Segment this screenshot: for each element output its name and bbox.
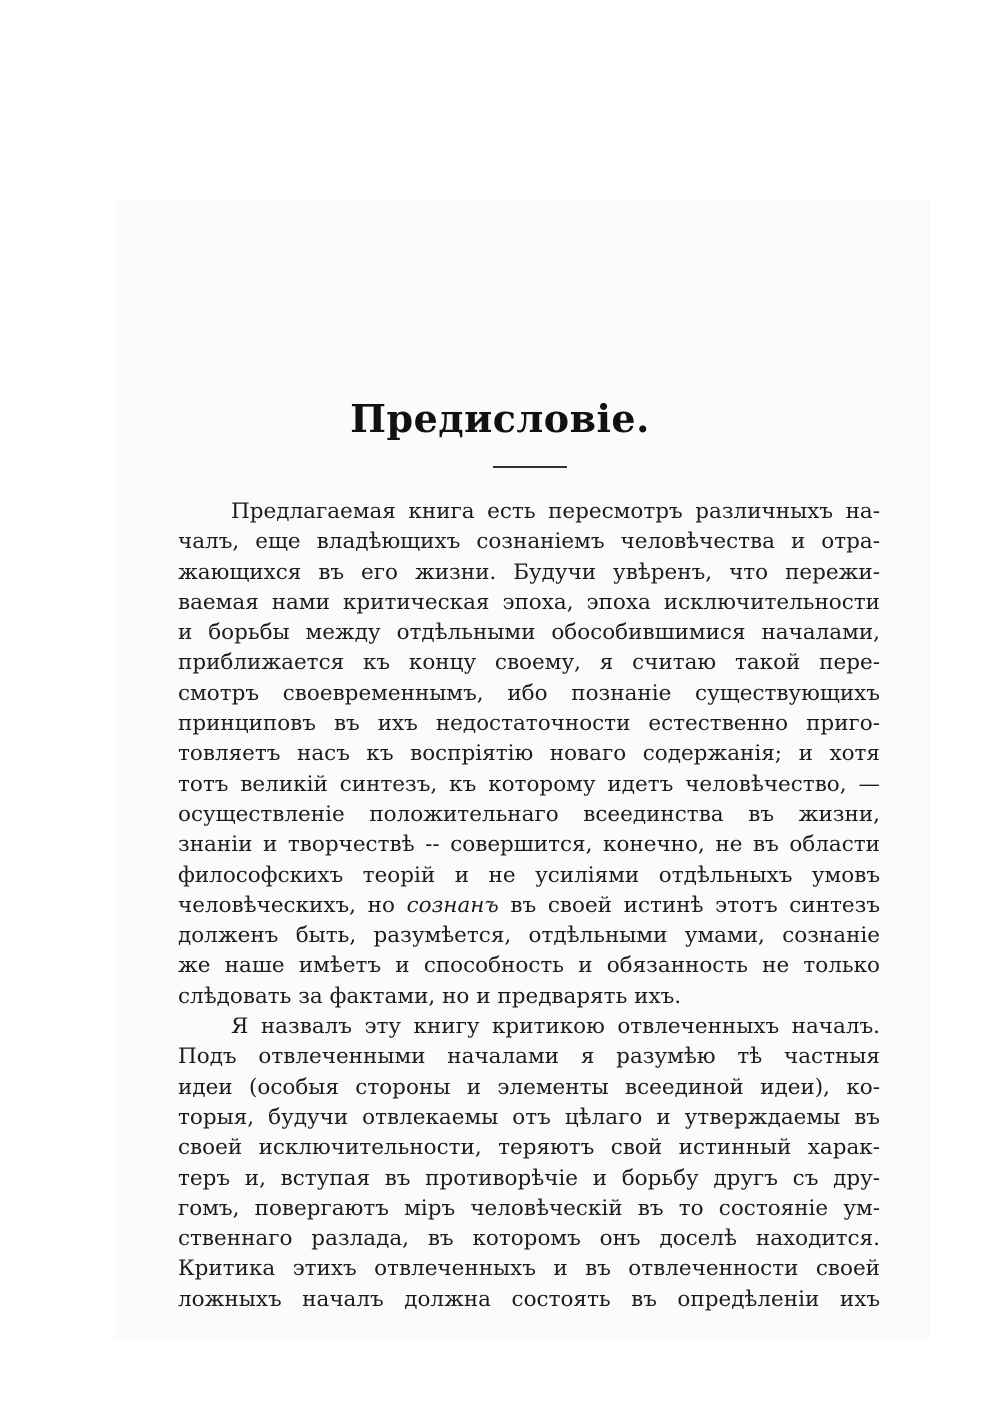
text-line: смотръ своевременнымъ, ибо познаніе существующихъ — [178, 680, 880, 706]
text-line: чалъ, еще владѣющихъ сознаніемъ человѣчества и отра- — [178, 529, 880, 555]
text-line: ложныхъ началъ должна состоять въ опредѣленіи ихъ — [178, 1286, 880, 1312]
text-line: своей исключительности, теряютъ свой истинный харак- — [178, 1135, 880, 1161]
text-line: Я назвалъ эту книгу критикою отвлеченныхъ началъ. — [231, 1014, 880, 1040]
text-segment: человѣческихъ, но — [178, 892, 395, 918]
text-line: Подъ отвлеченными началами я разумѣю тѣ частныя — [178, 1044, 880, 1070]
text-line: тотъ великій синтезъ, къ которому идетъ человѣчество, — — [178, 771, 880, 797]
text-line: Предлагаемая книга есть пересмотръ различныхъ на- — [231, 499, 880, 524]
text-line: ственнаго разлада, въ которомъ онъ доселѣ находится. — [178, 1226, 880, 1252]
text-line: гомъ, повергаютъ міръ человѣческій въ то состояніе ум- — [178, 1195, 880, 1221]
text-line: философскихъ теорій и не усиліями отдѣльныхъ умовъ — [178, 862, 880, 888]
body-text — [178, 497, 880, 1315]
page-title: Предисловіе. — [350, 396, 650, 441]
text-line: теръ и, вступая въ противорѣчіе и борьбу другъ съ дру- — [178, 1165, 880, 1191]
title-divider — [493, 466, 567, 468]
text-segment: въ своей истинѣ этотъ синтезъ — [510, 892, 880, 918]
text-line: товляетъ насъ къ воспріятію новаго содержанія; и хотя — [178, 741, 880, 767]
text-line-mixed — [178, 891, 880, 921]
text-line: же наше имѣетъ и способность и обязанность не только — [178, 953, 880, 979]
text-line: принциповъ въ ихъ недостаточности естественно приго- — [178, 711, 880, 737]
text-line: приближается къ концу своему, я считаю такой пере- — [178, 650, 880, 676]
text-line: долженъ быть, разумѣется, отдѣльными умами, сознаніе — [178, 923, 880, 949]
text-line: торыя, будучи отвлекаемы отъ цѣлаго и утверждаемы въ — [178, 1104, 880, 1130]
text-line: и борьбы между отдѣльными обособившимися началами, — [178, 620, 880, 646]
text-line: Критика этихъ отвлеченныхъ и въ отвлеченности своей — [178, 1256, 880, 1282]
text-line: жающихся въ его жизни. Будучи увѣренъ, что пережи- — [178, 559, 880, 585]
text-line: идеи (особыя стороны и элементы всеединой идеи), ко- — [178, 1074, 880, 1100]
text-line: слѣдовать за фактами, но и предварять ихъ. — [178, 983, 682, 1009]
text-line: осуществленіе положительнаго всеединства въ жизни, — [178, 801, 880, 827]
text-line: знаніи и творчествѣ -- совершится, конечно, не въ области — [178, 832, 880, 858]
italic-word: сознанъ — [406, 892, 499, 918]
text-line: ваемая нами критическая эпоха, эпоха исключительности — [178, 589, 880, 615]
